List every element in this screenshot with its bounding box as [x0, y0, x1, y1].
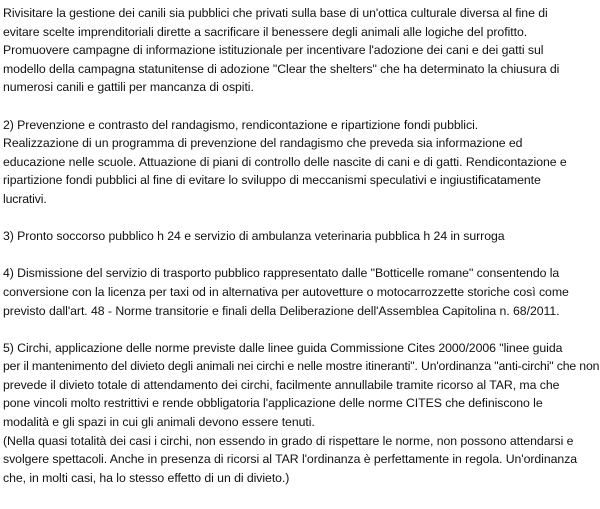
text-line: ripartizione fondi pubblici al fine di evitare lo sviluppo di meccanismi speculativi e ingiustificatamente	[3, 173, 541, 188]
text-line: prevede il divieto totale di attendamento dei circhi, facilmente annullabile tramite ricorso al TAR, ma che	[3, 377, 560, 392]
text-line: educazione nelle scuole. Attuazione di piani di controllo delle nascite di cani e di gatti. Rendicontazione e	[3, 154, 567, 169]
text-line: numerosi canili e gattili per mancanza di ospiti.	[3, 80, 254, 95]
text-line: evitare scelte imprenditoriali dirette a sacrificare il benessere degli animali alle logiche del profitto.	[3, 24, 528, 39]
paragraph-point-3	[3, 227, 600, 246]
paragraph-point-4	[3, 264, 600, 320]
text-line: svolgere spettacoli. Anche in presenza di ricorsi al TAR l'ordinanza è perfettamente in regola. Un'ordinanza	[3, 452, 578, 467]
document-body	[3, 4, 600, 487]
paragraph-point-5	[3, 339, 600, 488]
text-line: Rivisitare la gestione dei canili sia pubblici che privati sulla base di un'ottica culturale diversa al fine di	[3, 6, 548, 20]
point-heading: 5) Circhi, applicazione delle norme previste dalle linee guida Commissione Cites 2000/2006 "linee guida	[3, 340, 563, 355]
text-line: modalità e gli spazi in cui gli animali devono essere tenuti.	[3, 415, 315, 430]
text-line: previsto dall'art. 48 - Norme transitorie e finali della Deliberazione dell'Assemblea Capitolina n. 68/2011.	[3, 303, 560, 318]
text-line: che, in molti casi, ha lo stesso effetto di un di divieto.)	[3, 470, 290, 485]
text-line: Realizzazione di un programma di prevenzione del randagismo che preveda sia informazione ed	[3, 136, 523, 151]
point-heading: 3) Pronto soccorso pubblico h 24 e servizio di ambulanza veterinaria pubblica h 24 in surroga	[3, 229, 505, 244]
point-heading: 4) Dismissione del servizio di trasporto pubblico rappresentato dalle "Botticelle romane" consentendo la	[3, 266, 560, 281]
text-line: pone vincoli molto restrittivi e rende obbligatoria l'applicazione delle norme CITES che definiscono le	[3, 396, 543, 411]
text-line: modello della campagna statunitense di adozione "Clear the shelters" che ha determinato la chiusura di	[3, 61, 560, 76]
paragraph-point-2	[3, 116, 600, 209]
text-line: (Nella quasi totalità dei casi i circhi, non essendo in grado di rispettare le norme, non possono attendarsi e	[3, 433, 574, 448]
text-line: conversione con la licenza per taxi od in alternativa per autovetture o motocarrozzette storiche così come	[3, 284, 569, 299]
point-heading: 2) Prevenzione e contrasto del randagismo, rendicontazione e ripartizione fondi pubblici.	[3, 117, 479, 132]
paragraph-shelters	[3, 4, 600, 97]
text-line: lucrativi.	[3, 191, 47, 206]
text-line: Promuovere campagne di informazione istituzionale per incentivare l'adozione dei cani e dei gatti sul	[3, 43, 544, 58]
text-line: per il mantenimento del divieto degli animali nei circhi e nelle mostre itineranti". Un'ordinanza "anti-circhi" che non	[3, 359, 600, 374]
